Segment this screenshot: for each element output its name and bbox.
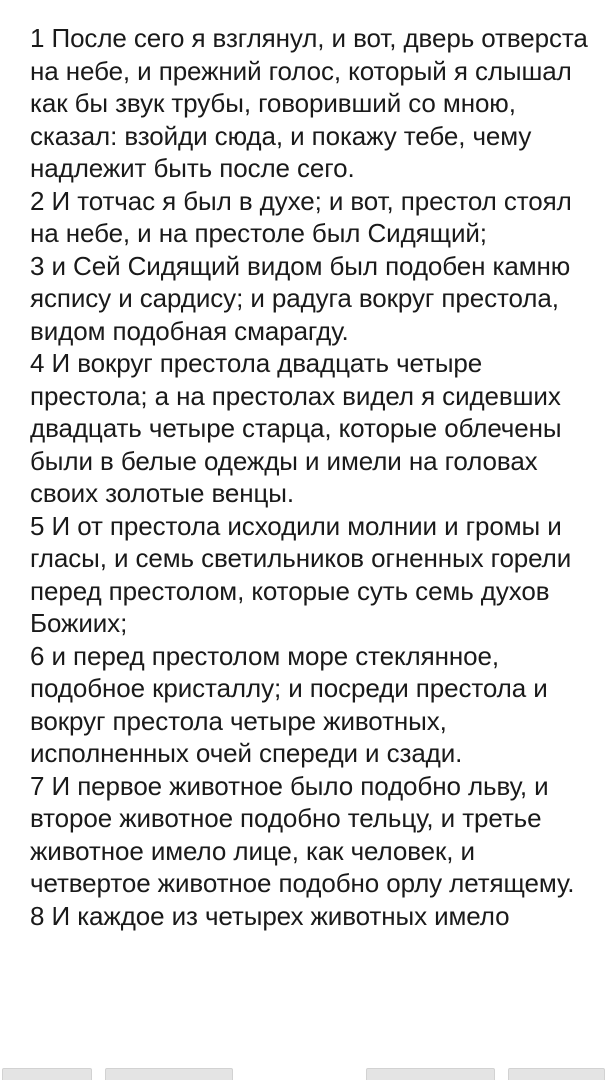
- chapter-text: [30, 22, 590, 932]
- nav-button-2[interactable]: [105, 1068, 233, 1080]
- verse-8: 8 И каждое из четырех животных имело: [30, 900, 510, 931]
- verse-4: 4 И вокруг престола двадцать четыре престола; а на престолах видел я сидевших двадцать четыре старца, которые облечены были в белые одежды и имели на головах своих золотые венцы.: [30, 348, 562, 508]
- verse-7: 7 И первое животное было подобно льву, и второе животное подобно тельцу, и третье животное имело лице, как человек, и четвертое животное подобно орлу летящему.: [30, 770, 575, 898]
- nav-button-1[interactable]: [2, 1068, 92, 1080]
- verse-2: 2 И тотчас я был в духе; и вот, престол стоял на небе, и на престоле был Сидящий;: [30, 185, 572, 248]
- verse-1: 1 После сего я взглянул, и вот, дверь отверста на небе, и прежний голос, который я слышал как бы звук трубы, говоривший со мною, сказал: взойди сюда, и покажу тебе, чему надлежит быть после сего.: [30, 23, 588, 183]
- verse-6: 6 и перед престолом море стеклянное, подобное кристаллу; и посреди престола и вокруг престола четыре животных, исполненных очей спереди и сзади.: [30, 640, 548, 768]
- verse-5: 5 И от престола исходили молнии и громы и гласы, и семь светильников огненных горели перед престолом, которые суть семь духов Божиих;: [30, 510, 572, 638]
- bottom-navigation-bar: [0, 1046, 607, 1080]
- verse-3: 3 и Сей Сидящий видом был подобен камню яспису и сардису; и радуга вокруг престола, видом подобная смарагду.: [30, 250, 571, 346]
- nav-button-3[interactable]: [366, 1068, 495, 1080]
- nav-button-4[interactable]: [508, 1068, 605, 1080]
